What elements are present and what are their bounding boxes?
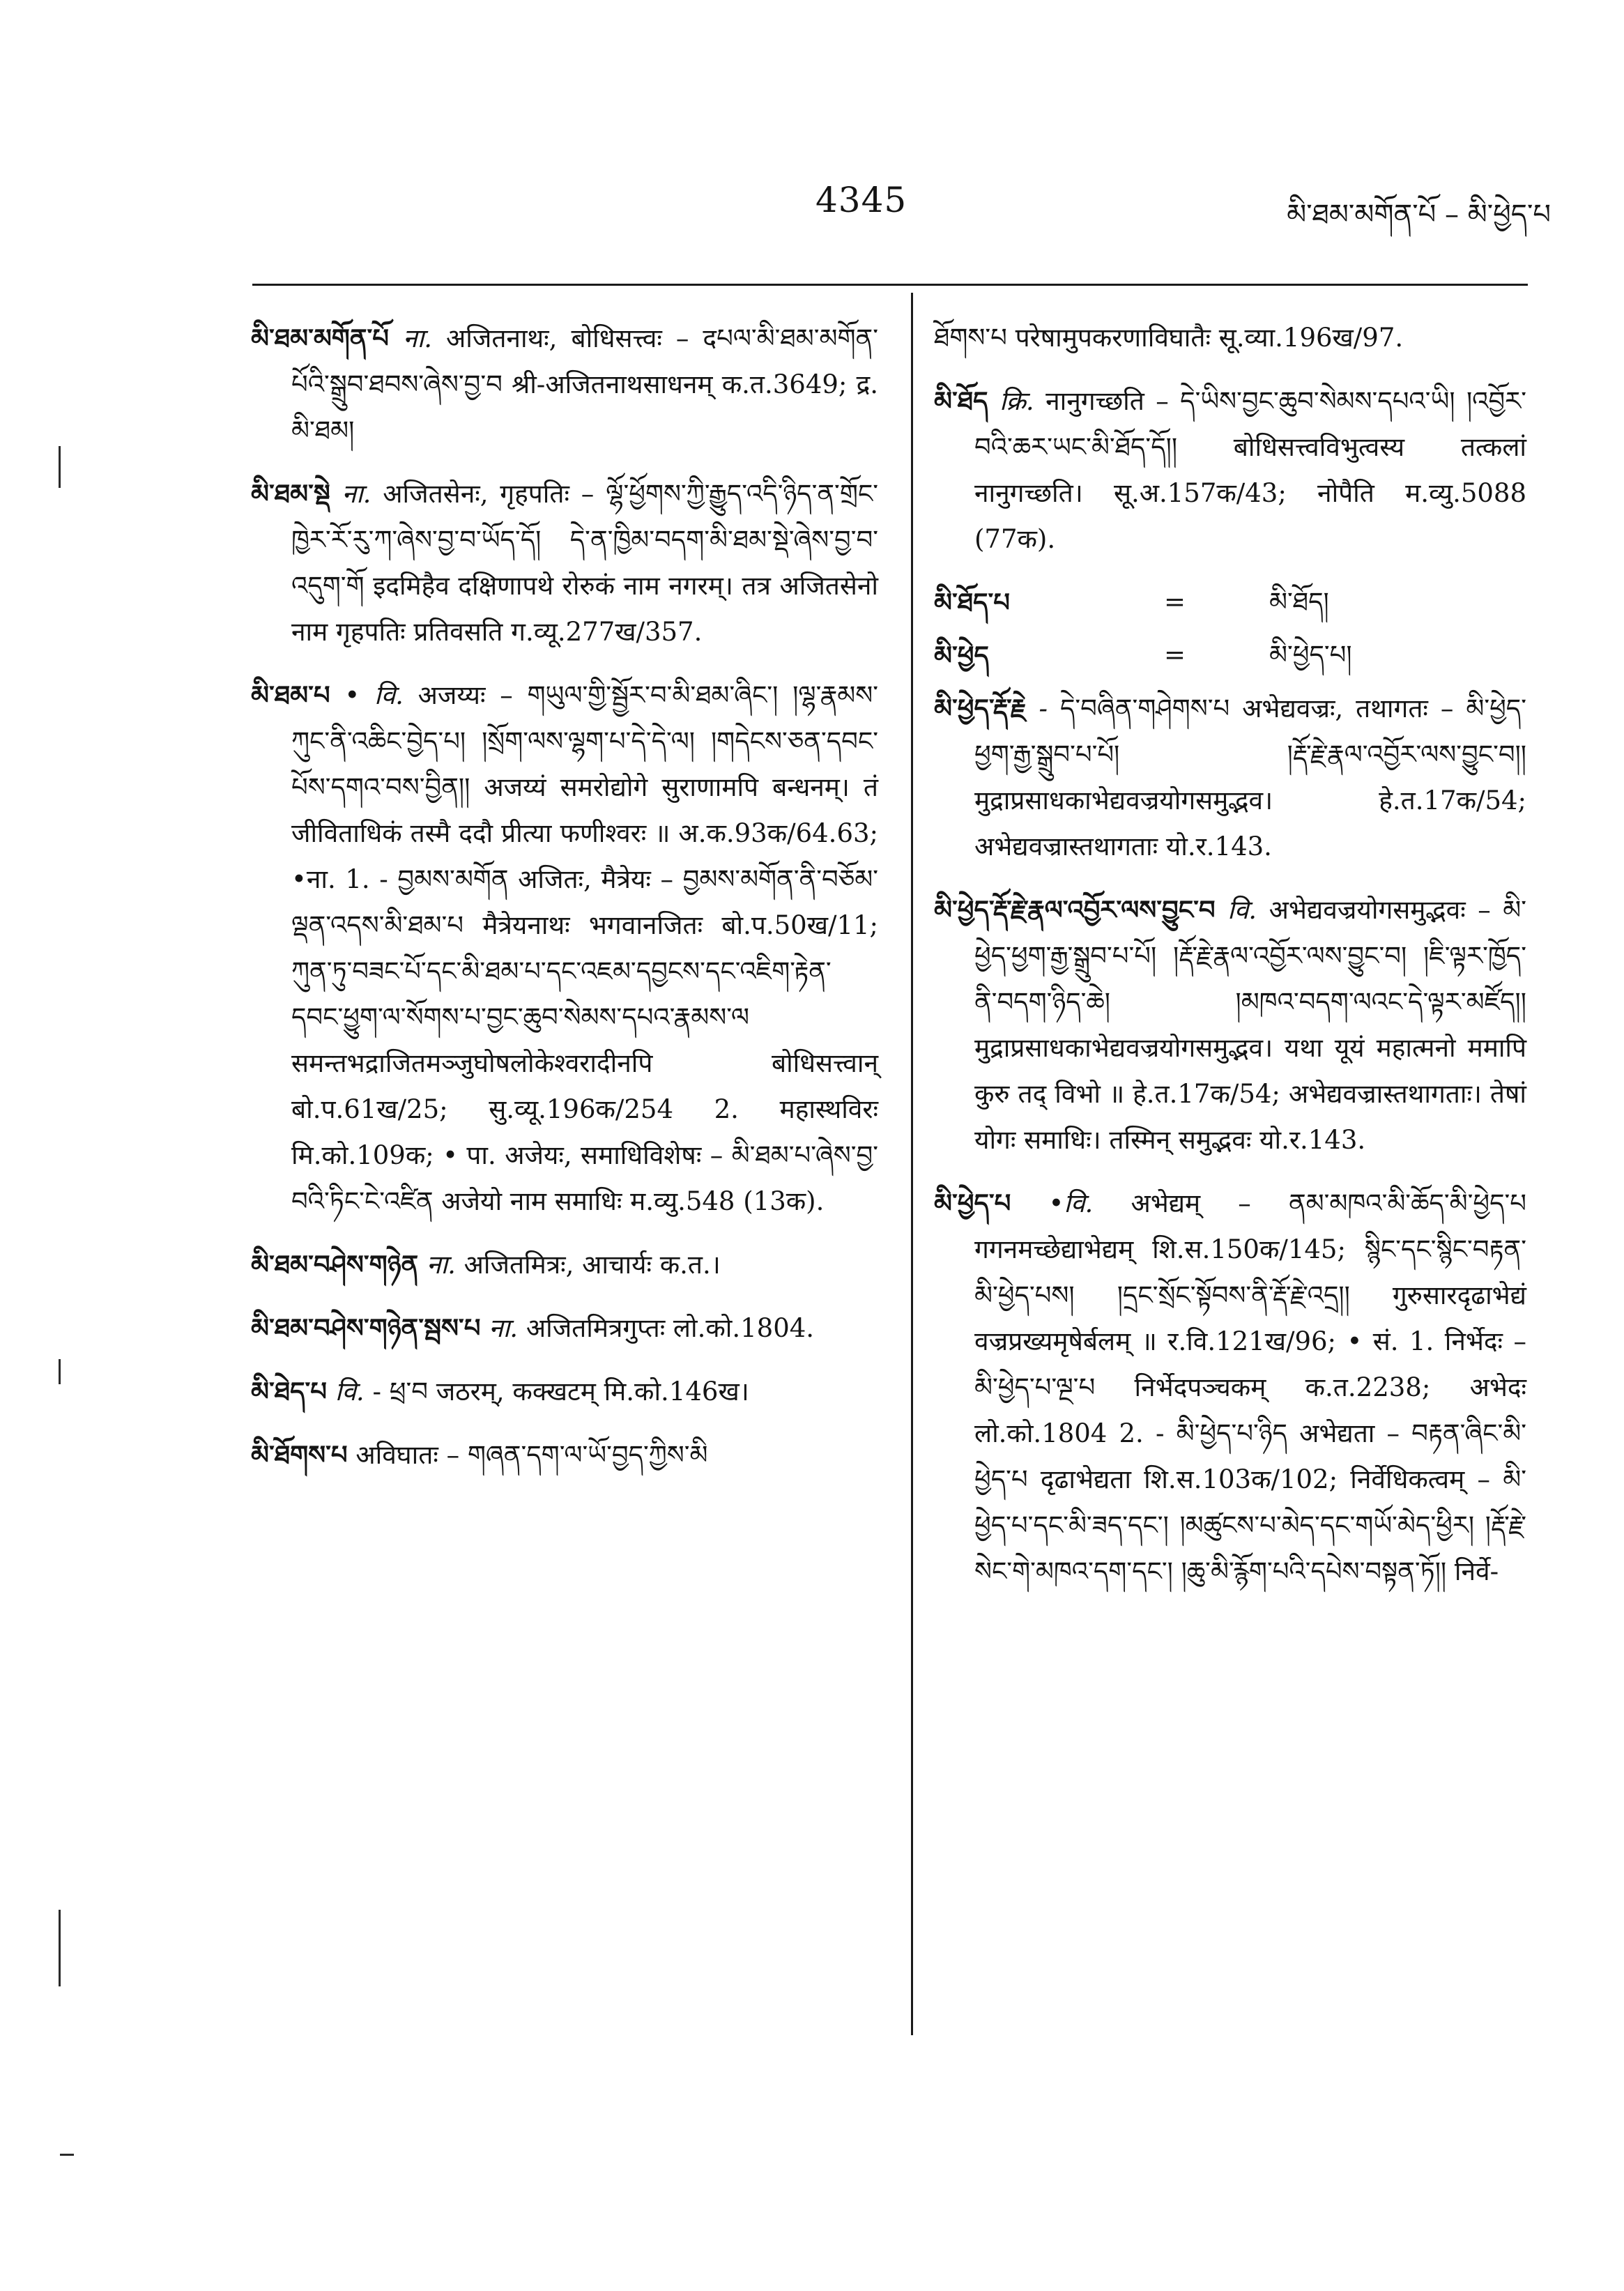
cross-reference-entry — [934, 632, 1526, 678]
cross-reference-target: མི་ཕྱེད་པ། — [1269, 640, 1352, 670]
entry-body: अविघातः – གཞན་དག་ལ་ཡོ་བྱད་ཀྱིས་མི — [355, 1440, 708, 1470]
dictionary-entry-continued — [934, 315, 1526, 361]
entry-headword: མི་ཐམ་སྡེ — [251, 478, 330, 509]
dictionary-entry — [934, 378, 1526, 562]
margin-mark — [59, 1910, 61, 1986]
entry-headword: མི་ཐམ་བཤེས་གཉེན — [251, 1249, 419, 1280]
right-column — [934, 315, 1526, 1611]
entry-headword: མི་ཕྱེད — [934, 640, 989, 671]
entry-headword: མི་ཕྱེད་པ — [934, 1188, 1011, 1218]
header-rule — [252, 284, 1528, 286]
entry-label: • वि. — [344, 680, 404, 710]
equals-sign: = — [1164, 587, 1186, 617]
entry-label: ना. — [426, 1250, 456, 1280]
entry-label: ना. — [403, 323, 432, 353]
entry-body: अजितमित्रः, आचार्यः क.त.। — [464, 1250, 721, 1280]
entry-body: - ཕྲ་བ जठरम्, कक्खटम् मि.को.146ख। — [372, 1377, 749, 1407]
cross-reference-target: མི་ཐོད། — [1269, 587, 1329, 617]
page-number: 4345 — [815, 180, 907, 220]
dictionary-entry — [251, 672, 878, 1225]
dictionary-entry — [934, 887, 1526, 1163]
margin-mark — [60, 2154, 74, 2156]
entry-label: वि. — [335, 1377, 365, 1407]
entry-headword: མི་ཐོགས་པ — [251, 1439, 348, 1470]
entry-body: अभेद्यम् – ནམ་མཁའ་མི་ཆོད་མི་ཕྱེད་པ गगनमच्छेद्याभेद्यम् शि.स.150क/145; སྙིང་དང་སྙིང་བརྟན་མི་ཕྱེད་པས། །དྲང་སྲོང་སྟོབས་ནི་རྡོ་རྗེ་འདྲ།། गुरुसारदृढाभेद्यं वज्रप्रख्यमृषेर्बलम् ॥ र.वि.121ख/96; • सं. 1. निर्भेदः – མི་ཕྱེད་པ་ལྔ་པ निर्भेदपञ्चकम् क.त.2238; अभेदः लो.को.1804 2. - མི་ཕྱེད་པ་ཉིད अभेद्यता – བརྟན་ཞིང་མི་ཕྱེད་པ दृढाभेद्यता शि.स.103क/102; निर्वेधिकत्वम् – མི་ཕྱེད་པ་དང་མི་ཟད་དང་། །མཚུངས་པ་མེད་དང་གཡོ་མེད་ཕྱིར། །རྡོ་རྗེ་སེང་གེ་མཁའ་དག་དང་། །ཆུ་མི་རྙོག་པའི་དཔེས་བསྟན་ཏོ།། निर्वे- — [974, 1188, 1526, 1586]
column-divider — [911, 293, 913, 2035]
entry-body: अभेद्यवज्रयोगसमुद्भवः – མི་ཕྱེད་ཕྱག་རྒྱ་སྒྲུབ་པ་པོ། །རྡོ་རྗེ་རྣལ་འབྱོར་ལས་བྱུང་བ། །ཇི་ལྟར་ཁྱོད་ནི་བདག་ཉིད་ཆེ། །མཁའ་བདག་ལའང་དེ་ལྟར་མཛོད།། मुद्राप्रसाधकाभेद्यवज्रयोगसमुद्भव। यथा यूयं महात्मनो ममापि कुरु तद् विभो ॥ हे.त.17क/54; अभेद्यवज्रास्तथागताः। तेषां योगः समाधिः। तस्मिन् समुद्भवः यो.र.143. — [974, 895, 1526, 1155]
entry-label: ना. — [342, 479, 371, 509]
dictionary-entry — [251, 315, 878, 454]
dictionary-entry — [251, 1432, 878, 1478]
dictionary-entry — [251, 470, 878, 655]
dictionary-entry — [934, 685, 1526, 870]
entry-label: ना. — [489, 1313, 519, 1343]
dictionary-entry — [934, 1180, 1526, 1595]
entry-body: नानुगच्छति – དེ་ཡིས་བྱང་ཆུབ་སེམས་དཔའ་ཡི། །འབྱོར་བའི་ཆར་ཡང་མི་ཐོད་དོ།། बोधिसत्त्वविभुत्वस्य तत्कलां नानुगच्छति। सू.अ.157क/43; नोपैति म.व्यु.5088 (77क). — [974, 386, 1527, 554]
entry-headword: མི་ཐོད་པ — [934, 587, 1011, 618]
entry-body: अजितसेनः, गृहपतिः – ལྷོ་ཕྱོགས་ཀྱི་རྒྱུད་འདི་ཉིད་ན་གྲོང་ཁྱེར་རོ་རུ་ཀ་ཞེས་བྱ་བ་ཡོད་དོ། དེ་ན་ཁྱིམ་བདག་མི་ཐམ་སྡེ་ཞེས་བྱ་བ་འདུག་གོ इदमिहैव दक्षिणापथे रोरुकं नाम नगरम्। तत्र अजितसेनो नाम गृहपतिः प्रतिवसति ग.व्यू.277ख/357. — [291, 479, 878, 647]
entry-label: - — [1039, 694, 1048, 723]
entry-headword: མི་ཐམ་པ — [251, 680, 330, 710]
entry-headword: མི་ཐོད — [934, 385, 988, 416]
dictionary-entry — [251, 1305, 878, 1351]
margin-mark — [59, 1359, 61, 1384]
running-head: མི་ཐམ་མགོན་པོ – མི་ཕྱེད་པ — [1287, 199, 1551, 231]
entry-body: ཐོགས་པ परेषामुपकरणाविघातैः सू.व्या.196ख/97. — [934, 323, 1404, 353]
entry-headword: མི་ཐེད་པ — [251, 1376, 328, 1407]
entry-headword: མི་ཕྱེད་རྡོ་རྗེ — [934, 693, 1027, 723]
entry-headword: མི་ཕྱེད་རྡོ་རྗེ་རྣལ་འབྱོར་ལས་བྱུང་བ — [934, 894, 1216, 925]
entry-label: •वि. — [1048, 1188, 1094, 1218]
margin-mark — [59, 446, 61, 488]
entry-headword: མི་ཐམ་མགོན་པོ — [251, 323, 390, 353]
entry-body: अजितमित्रगुप्तः लो.को.1804. — [526, 1313, 815, 1343]
entry-body: དེ་བཞིན་གཤེགས་པ अभेद्यवज्रः, तथागतः – མི་ཕྱེད་ཕྱག་རྒྱ་སྒྲུབ་པ་པོ། །རྡོ་རྗེ་རྣལ་འབྱོར་ལས་བྱུང་བ།། मुद्राप्रसाधकाभेद्यवज्रयोगसमुद्भव। हे.त.17क/54; अभेद्यवज्रास्तथागताः यो.र.143. — [974, 694, 1526, 861]
entry-body: अजय्यः – གཡུལ་གྱི་སྦྱོར་བ་མི་ཐམ་ཞིང་། །ལྷ་རྣམས་ཀུང་ནི་འཆིང་བྱེད་པ། །སྲོག་ལས་ལྷག་པ་དེ་དེ་ལ། །གདེངས་ཅན་དབང་པོས་དགའ་བས་བྱིན།། अजय्यं समरोद्योगे सुराणामपि बन्धनम्। तं जीविताधिकं तस्मै ददौ प्रीत्या फणीश्वरः ॥ अ.क.93क/64.63; •ना. 1. - བྱམས་མགོན अजितः, मैत्रेयः – བྱམས་མགོན་ནི་བཅོམ་ལྡན་འདས་མི་ཐམ་པ मैत्रेयनाथः भगवानजितः बो.प.50ख/11; ཀུན་ཏུ་བཟང་པོ་དང་མི་ཐམ་པ་དང་འཇམ་དབྱངས་དང་འཇིག་རྟེན་དབང་ཕྱུག་ལ་སོགས་པ་བྱང་ཆུབ་སེམས་དཔའ་རྣམས་ལ समन्तभद्राजितमञ्जुघोषलोकेश्वरादीनपि बोधिसत्त्वान् बो.प.61ख/25; सु.व्यू.196क/254 2. महास्थविरः मि.को.109क; • पा. अजेयः, समाधिविशेषः – མི་ཐམ་པ་ཞེས་བྱ་བའི་ཏིང་ངེ་འཛིན अजेयो नाम समाधिः म.व्यु.548 (13क). — [291, 680, 878, 1216]
dictionary-entry — [251, 1241, 878, 1288]
dictionary-entry — [251, 1368, 878, 1415]
entry-label: वि. — [1227, 895, 1257, 925]
equals-sign: = — [1164, 640, 1186, 670]
left-column — [251, 315, 878, 1495]
cross-reference-entry — [934, 579, 1526, 625]
entry-label: क्रि. — [999, 386, 1034, 416]
entry-body: अजितनाथः, बोधिसत्त्वः – दཔལ་མི་ཐམ་མགོན་པོའི་སྒྲུབ་ཐབས་ཞེས་བྱ་བ श्री-अजितनाथसाधनम् क.त.3649; द्र. མི་ཐམ། — [291, 323, 878, 445]
entry-headword: མི་ཐམ་བཤེས་གཉེན་སྦས་པ — [251, 1312, 481, 1343]
